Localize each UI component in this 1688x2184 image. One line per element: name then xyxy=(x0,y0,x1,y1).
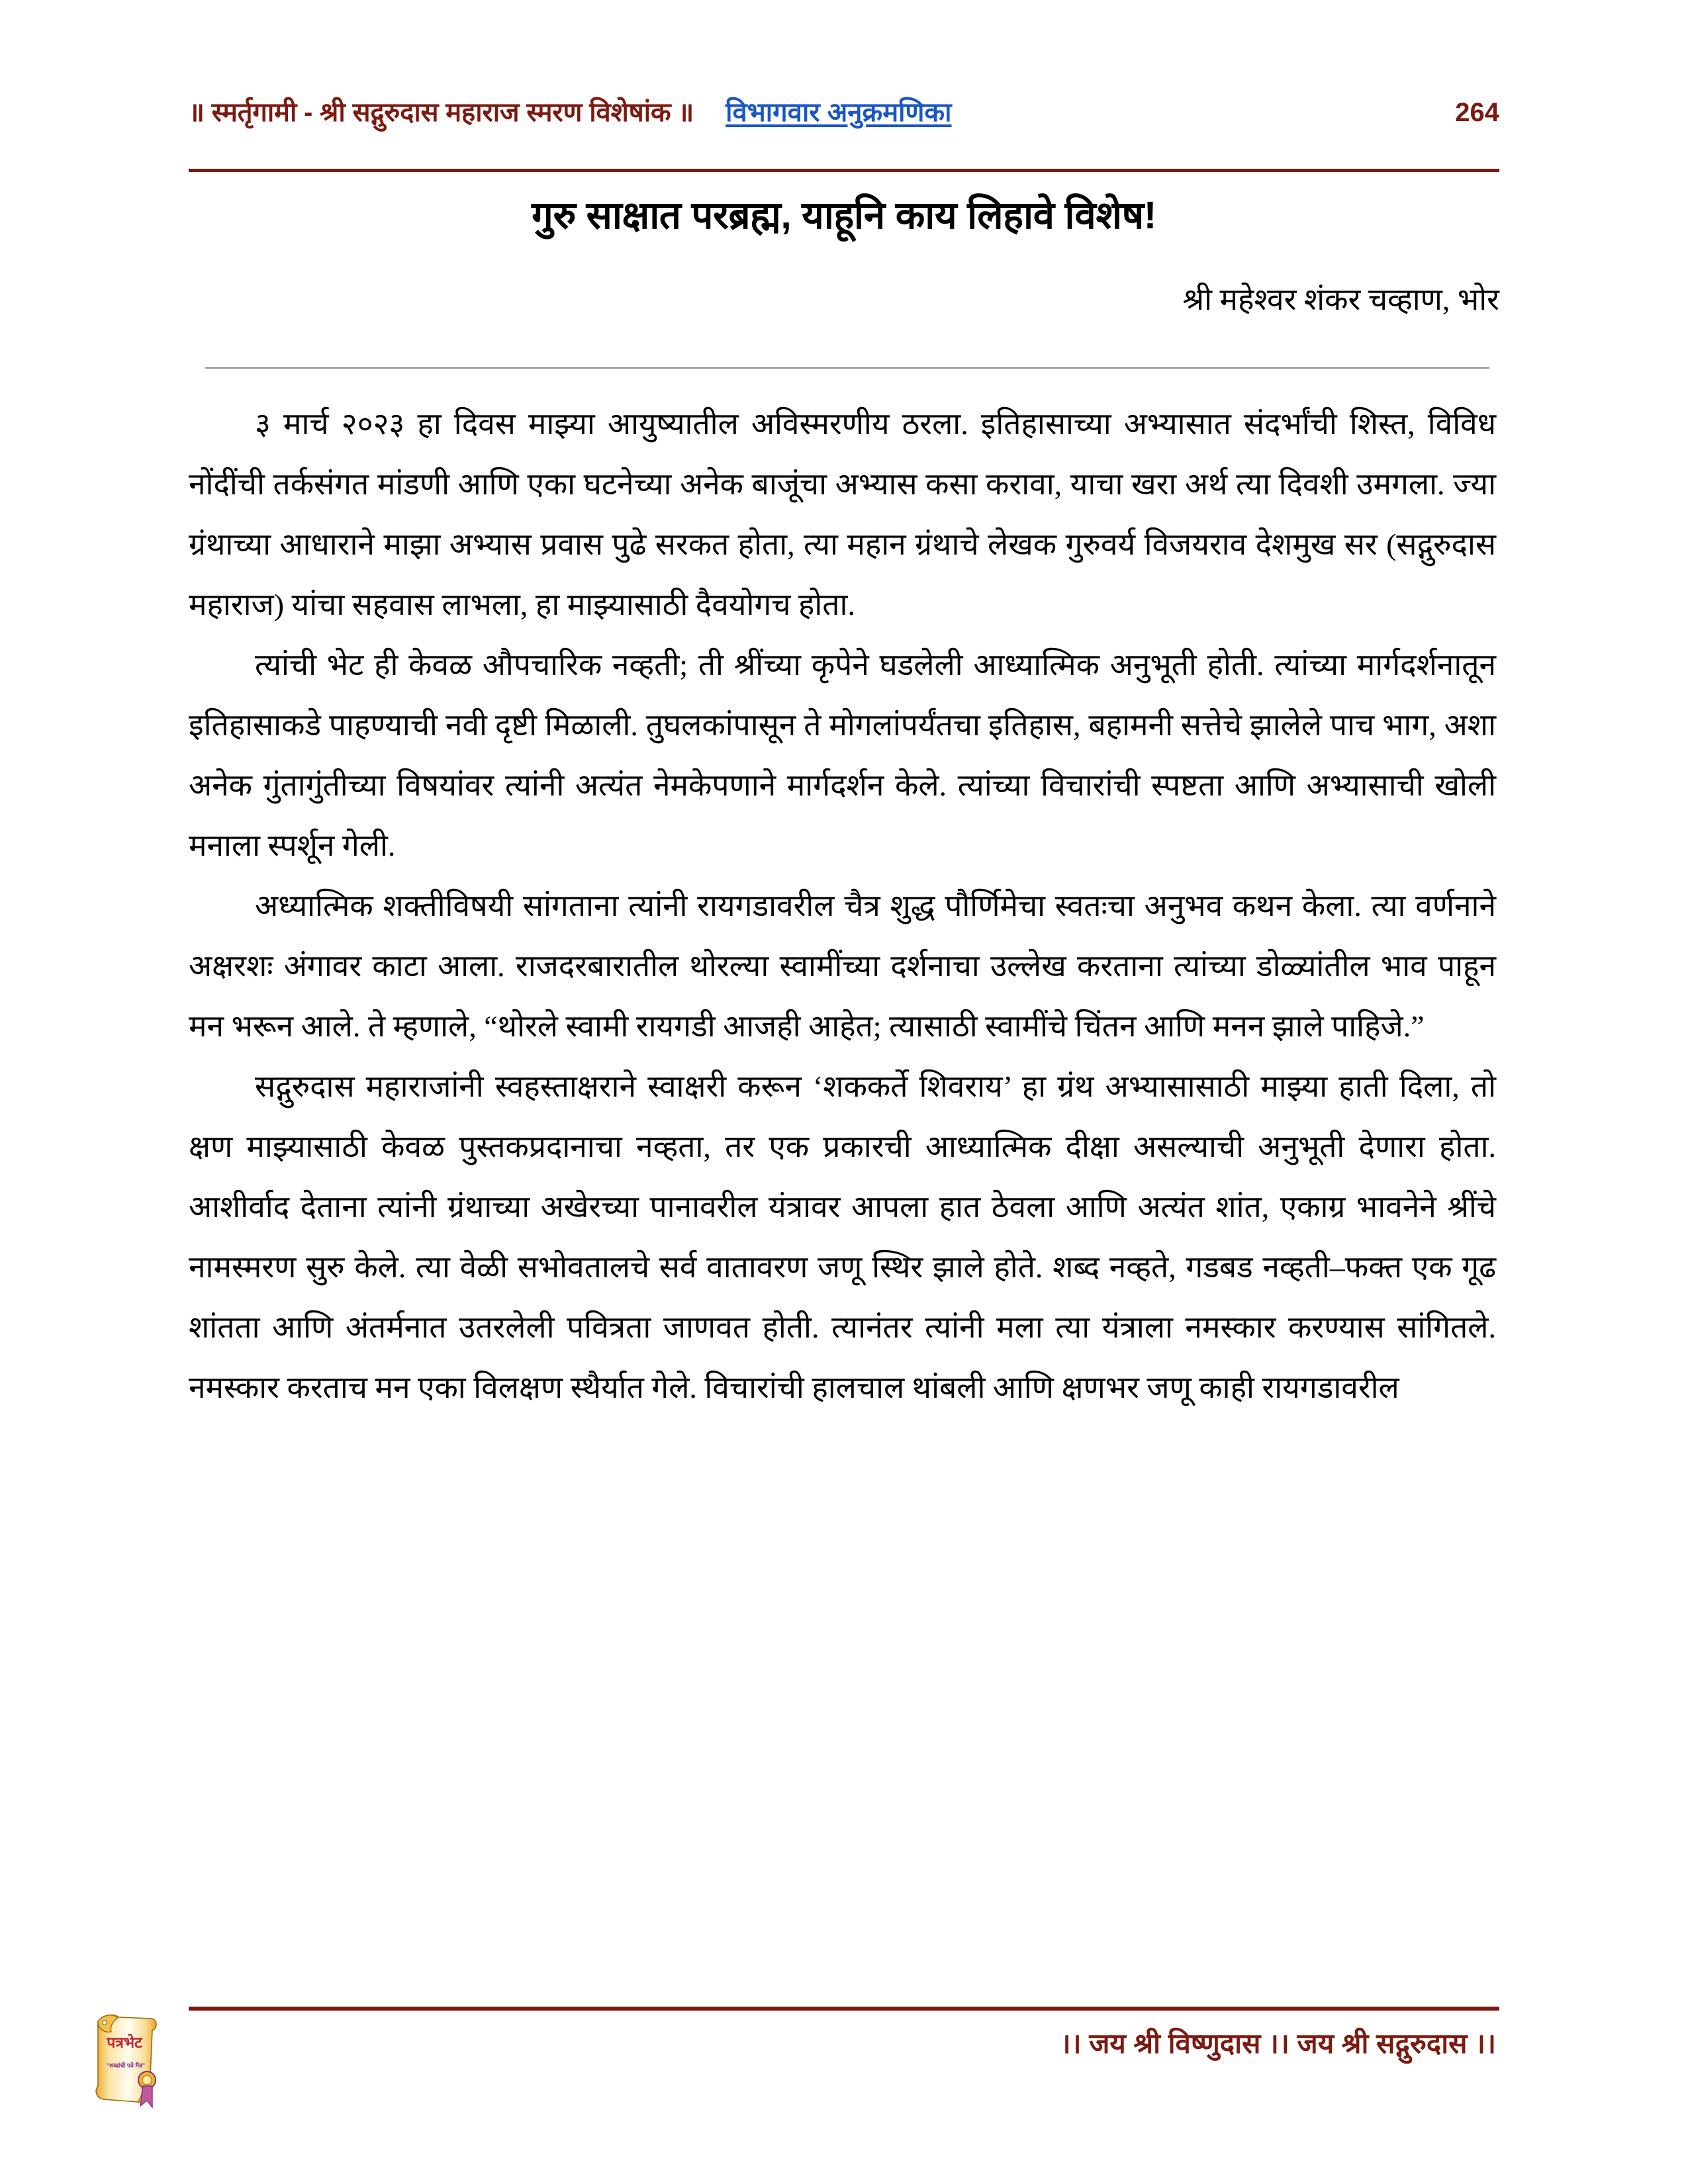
page-header xyxy=(189,93,1499,144)
header-divider xyxy=(189,169,1499,172)
logo-tagline-text: "शब्दांची पत्रे मैत्र" xyxy=(106,2062,146,2069)
paragraph: त्यांची भेट ही केवळ औपचारिक नव्हती; ती श्रींच्या कृपेने घडलेली आध्यात्मिक अनुभूती होती. त्यांच्या मार्गदर्शनातून इतिहासाकडे पाहण्याची नवी दृष्टी मिळाली. तुघलकांपासून ते मोगलांपर्यंतचा इतिहास, बहामनी सत्तेचे झालेले पाच भाग, अशा अनेक गुंतागुंतीच्या विषयांवर त्यांनी अत्यंत नेमकेपणाने मार्गदर्शन केले. त्यांच्या विचारांची स्पष्टता आणि अभ्यासाची खोली मनाला स्पर्शून गेली. xyxy=(189,648,1496,862)
article-byline: श्री महेश्वर शंकर चव्हाण, भोर xyxy=(1182,283,1499,316)
page-number: 264 xyxy=(1455,98,1499,127)
footer-mantra: ।। जय श्री विष्णुदास ।। जय श्री सद्गुरुदास ।। xyxy=(1060,2028,1496,2059)
scroll-icon xyxy=(83,2007,165,2113)
logo-title-text: पत्रभेट xyxy=(107,2034,142,2051)
patrabhet-scroll-logo xyxy=(83,2007,165,2113)
article-title: गुरु साक्षात परब्रह्म, याहूनि काय लिहावे विशेष! xyxy=(532,194,1156,237)
paragraph: सद्गुरुदास महाराजांनी स्वहस्ताक्षराने स्वाक्षरी करून ‘शककर्ते शिवराय’ हा ग्रंथ अभ्यासासाठी माझ्या हाती दिला, तो क्षण माझ्यासाठी केवळ पुस्तकप्रदानाचा नव्हता, तर एक प्रकारची आध्यात्मिक दीक्षा असल्याची अनुभूती देणारा होता. आशीर्वाद देताना त्यांनी ग्रंथाच्या अखेरच्या पानावरील यंत्रावर आपला हात ठेवला आणि अत्यंत शांत, एकाग्र भावनेने श्रींचे नामस्मरण सुरु केले. त्या वेळी सभोवतालचे सर्व वातावरण जणू स्थिर झाले होते. शब्द नव्हते, गडबड नव्हती–फक्त एक गूढ शांतता आणि अंतर्मनात उतरलेली पवित्रता जाणवत होती. त्यानंतर त्यांनी मला त्या यंत्राला नमस्कार करण्यास सांगितले. नमस्कार करताच मन एका विलक्षण स्थैर्यात गेले. विचारांची हालचाल थांबली आणि क्षणभर जणू काही रायगडावरील xyxy=(189,1069,1496,1404)
byline-divider xyxy=(205,367,1489,369)
footer-divider xyxy=(189,2007,1499,2011)
issue-title: ॥ स्मर्तृगामी - श्री सद्गुरुदास महाराज स्मरण विशेषांक ॥ xyxy=(189,98,694,127)
paragraph: ३ मार्च २०२३ हा दिवस माझ्या आयुष्यातील अविस्मरणीय ठरला. इतिहासाच्या अभ्यासात संदर्भांची शिस्त, विविध नोंदींची तर्कसंगत मांडणी आणि एका घटनेच्या अनेक बाजूंचा अभ्यास कसा करावा, याचा खरा अर्थ त्या दिवशी उमगला. ज्या ग्रंथाच्या आधाराने माझा अभ्यास प्रवास पुढे सरकत होता, त्या महान ग्रंथाचे लेखक गुरुवर्य विजयराव देशमुख सर (सद्गुरुदास महाराज) यांचा सहवास लाभला, हा माझ्यासाठी दैवयोगच होता. xyxy=(189,407,1496,621)
section-index-link[interactable]: विभागवार अनुक्रमणिका xyxy=(726,98,952,127)
article-body xyxy=(189,394,1496,1418)
paragraph: अध्यात्मिक शक्तीविषयी सांगताना त्यांनी रायगडावरील चैत्र शुद्ध पौर्णिमेचा स्वतःचा अनुभव कथन केला. त्या वर्णनाने अक्षरशः अंगावर काटा आला. राजदरबारातील थोरल्या स्वामींच्या दर्शनाचा उल्लेख करताना त्यांच्या डोळ्यांतील भाव पाहून मन भरून आले. ते म्हणाले, “थोरले स्वामी रायगडी आजही आहेत; त्यासाठी स्वामींचे चिंतन आणि मनन झाले पाहिजे.” xyxy=(189,889,1496,1043)
